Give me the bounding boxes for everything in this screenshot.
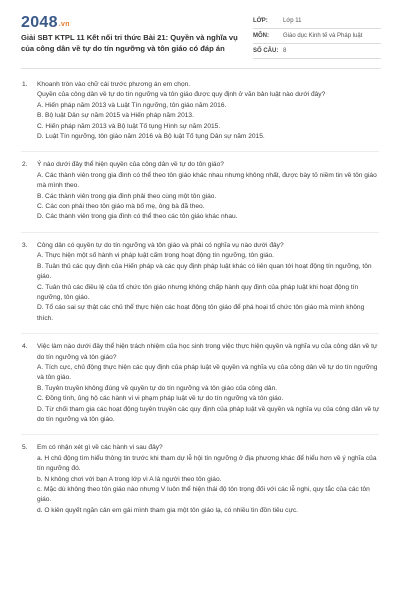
answer-option: C. Hiến pháp năm 2013 và Bộ luật Tố tụng Hình sự năm 2015.	[37, 122, 221, 130]
answer-option: B. Các thành viên trong gia đình phải theo cùng một tôn giáo.	[37, 192, 217, 200]
question-stem: Khoanh tròn vào chữ cái trước phương án em chọn. Quyền của công dân về tự do tín ngưỡng và tôn giáo được quy định ở văn bản luật nào dưới đây?	[37, 81, 326, 99]
question-divider	[21, 151, 379, 152]
meta-label: SỐ CÂU:	[253, 48, 279, 54]
question-block	[0, 342, 400, 425]
question-stem: Em có nhận xét gì về các hành vi sau đây?	[37, 444, 163, 452]
meta-value: Lớp 11	[283, 18, 302, 24]
answer-option: A. Các thành viên trong gia đình có thể theo tôn giáo khác nhau nhưng không nhất, được bày tỏ niềm tin về tôn giáo mà mình theo.	[37, 171, 377, 190]
question-block	[0, 241, 400, 324]
answer-option: D. Luật Tín ngưỡng, tôn giáo năm 2016 và Bộ luật Tố tụng Dân sự năm 2015.	[37, 133, 265, 141]
answer-option: D. Từ chối tham gia các hoạt động tuyên truyền các quy định của pháp luật về quyền và nghĩa vụ của công dân về tự do tín ngưỡng và tôn giáo.	[37, 405, 380, 423]
header-divider	[21, 68, 381, 69]
page-title: Giải SBT KTPL 11 Kết nối tri thức Bài 21: Quyền và nghĩa vụ của công dân về tự do tín ngưỡng và tôn giáo có đáp án	[21, 33, 238, 53]
meta-value: Giáo dục Kinh tế và Pháp luật	[283, 33, 363, 39]
answer-option: D. Các thành viên trong gia đình có thể theo các tôn giáo khác nhau.	[37, 213, 238, 221]
meta-table	[253, 14, 381, 59]
logo-text: 2048	[21, 14, 58, 31]
answer-option: a. H chủ động tìm hiểu thông tin trước khi tham dự lễ hội tín ngưỡng ở địa phương khác để hiểu hơn về ý nghĩa của tín ngưỡng đó.	[37, 454, 377, 473]
question-body	[37, 160, 380, 222]
question-block	[0, 80, 400, 142]
question-body	[37, 241, 380, 324]
meta-value: 8	[283, 48, 287, 54]
answer-option: d. O kiên quyết ngăn cản em gái mình tham gia một tôn giáo lạ, có nhiều tin đồn tiêu cực.	[37, 506, 298, 514]
answer-option: B. Tuyên truyền không đúng về quyền tự do tín ngưỡng và tôn giáo của công dân.	[37, 384, 278, 392]
question-stem: Việc làm nào dưới đây thể hiện trách nhiệm của học sinh trong việc thực hiện quyền và nghĩa vụ của công dân về tự do tín ngưỡng và tôn giáo?	[37, 343, 378, 361]
answer-option: A. Tích cực, chủ động thực hiện các quy định của pháp luật về quyền và nghĩa vụ của công dân về tự do tín ngưỡng và tôn giáo.	[37, 363, 378, 382]
meta-label: MÔN:	[253, 33, 269, 39]
question-block	[0, 443, 400, 516]
question-body	[37, 342, 380, 425]
question-stem: Công dân có quyền tự do tín ngưỡng và tôn giáo và phải có nghĩa vụ nào dưới đây?	[37, 241, 284, 249]
question-number: 5.	[22, 444, 28, 452]
question-number: 2.	[22, 161, 28, 169]
answer-option: c. Mặc dù không theo tôn giáo nào nhưng V luôn thể hiện thái độ tôn trọng đối với các lễ nghi, quy tắc của các tôn giáo.	[37, 486, 370, 504]
site-logo[interactable]	[21, 14, 70, 32]
question-divider	[21, 333, 379, 334]
question-number: 1.	[22, 81, 28, 88]
meta-label: LỚP:	[253, 18, 268, 24]
question-divider	[21, 232, 379, 233]
answer-option: B. Bộ luật Dân sự năm 2015 và Hiến pháp năm 2013.	[37, 112, 194, 120]
question-stem: Ý nào dưới đây thể hiện quyền của công dân về tự do tôn giáo?	[37, 161, 224, 169]
question-number: 3.	[22, 241, 28, 249]
answer-option: C. Tuân thủ các điều lệ của tổ chức tôn giáo nhưng không chấp hành quy định của pháp luật khi hoạt động tín ngưỡng, tôn giáo.	[37, 283, 359, 301]
answer-option: C. Đồng tình, ủng hộ các hành vi vi phạm pháp luật về tự do tín ngưỡng và tôn giáo.	[37, 395, 284, 403]
page-header	[0, 0, 400, 64]
answer-option: D. Tổ cáo sai sự thật các chủ thể thực hiện các hoạt động tôn giáo để phá hoại tổ chức tôn giáo mà mình không thích.	[37, 304, 365, 322]
question-block	[0, 160, 400, 222]
meta-row-subject	[253, 29, 381, 44]
answer-option: C. Các con phải theo tôn giáo mà bố mẹ, ông bà đã theo.	[37, 203, 205, 211]
answer-option: A. Thực hiện một số hành vi pháp luật cấm trong hoạt động tín ngưỡng, tôn giáo.	[37, 252, 275, 260]
question-list	[0, 80, 400, 525]
question-body	[37, 443, 380, 516]
meta-row-count	[253, 44, 381, 59]
question-number: 4.	[22, 343, 28, 351]
answer-option: A. Hiến pháp năm 2013 và Luật Tín ngưỡng, tôn giáo năm 2016.	[37, 101, 227, 109]
answer-option: B. Tuân thủ các quy định của Hiến pháp và các quy định pháp luật khác có liên quan tới hoạt động tín ngưỡng, tôn giáo.	[37, 262, 372, 281]
logo-suffix: .vn	[58, 21, 70, 28]
answer-option: b. N không chơi với bạn A trong lớp vì A là người theo tôn giáo.	[37, 475, 222, 483]
question-body	[37, 80, 380, 142]
meta-row-grade	[253, 14, 381, 29]
question-divider	[21, 434, 379, 435]
